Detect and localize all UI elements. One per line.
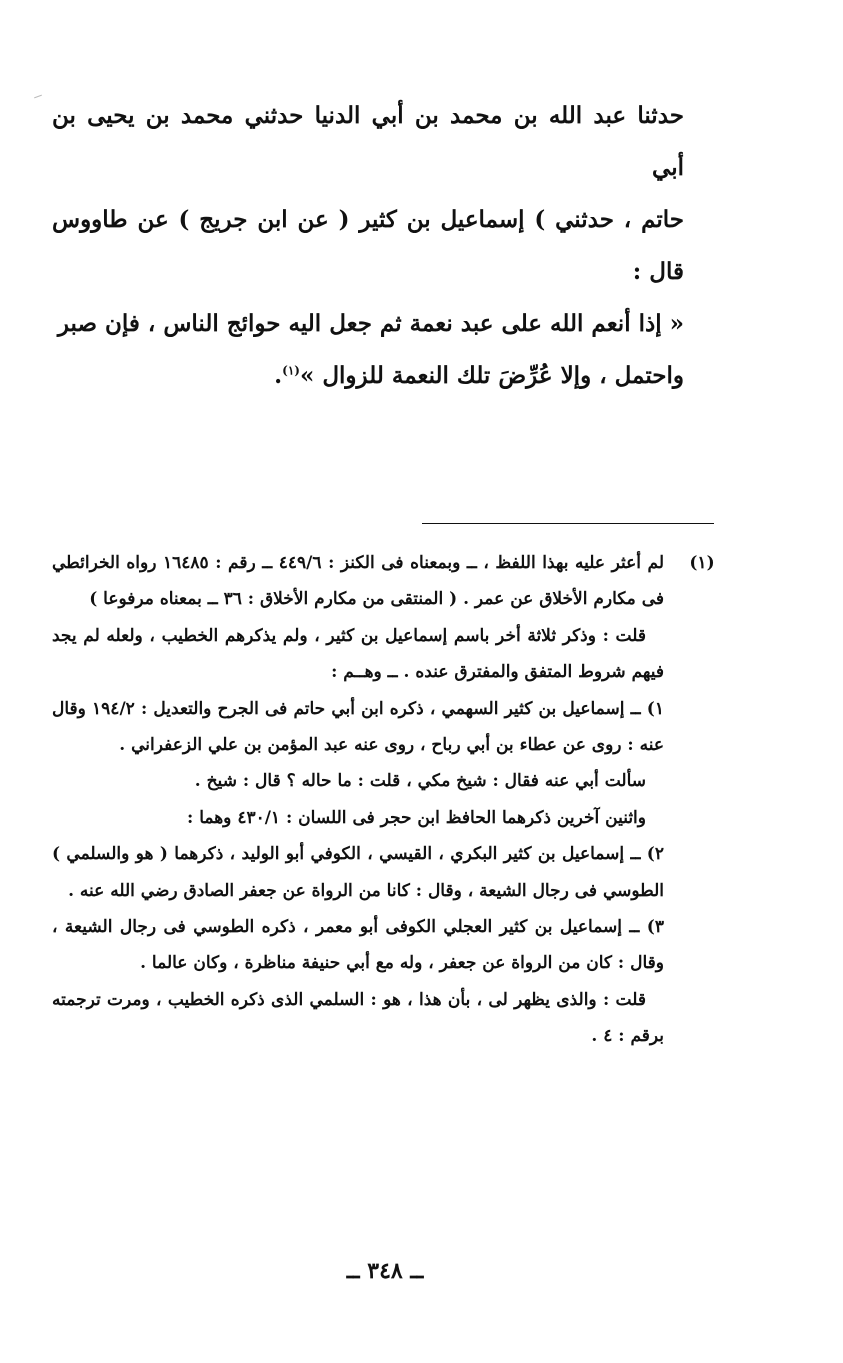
- footnote-paragraph: لم أعثر عليه بهذا اللفظ ، ــ وبمعناه فى الكنز : ٤٤٩/٦ ــ رقم : ١٦٤٨٥ رواه الخرائطي فى مكارم الأخلاق عن عمر . ( المنتقى من مكارم الأخلاق : ٣٦ ــ بمعناه مرفوعا ): [52, 553, 665, 610]
- footnote-paragraph: سألت أبي عنه فقال : شيخ مكي ، قلت : ما حاله ؟ قال : شيخ .: [194, 771, 646, 792]
- footnotes: [52, 545, 664, 1055]
- main-text-line: حدثنا عبد الله بن محمد بن أبي الدنيا حدثني محمد بن يحيى بن أبي: [52, 102, 684, 181]
- footnote-paragraph: ٣) ــ إسماعيل بن كثير العجلي الكوفى أبو معمر ، ذكره الطوسي فى رجال الشيعة ، وقال : كان من الرواة عن جعفر ، وله مع أبي حنيفة مناظرة ، وكان عالما .: [52, 917, 664, 974]
- footnote-paragraph: قلت : والذى يظهر لى ، بأن هذا ، هو : السلمي الذى ذكره الخطيب ، ومرت ترجمته برقم : ٤ .: [52, 989, 664, 1047]
- main-text-line-last: [52, 350, 684, 402]
- footnote-paragraph: قلت : وذكر ثلاثة أخر باسم إسماعيل بن كثير ، ولم يذكرهم الخطيب ، ولعله لم يجد فيهم شروط المتفق والمفترق عنده . ــ وهــم :: [52, 625, 664, 683]
- footnote-paragraph: ١) ــ إسماعيل بن كثير السهمي ، ذكره ابن أبي حاتم فى الجرح والتعديل : ١٩٤/٢ وقال عنه : روى عن عطاء بن أبي رباح ، روى عنه عبد المؤمن بن علي الزعفراني .: [52, 698, 664, 756]
- main-text-line: حاتم ، حدثني ) إسماعيل بن كثير ( عن ابن جريج ) عن طاووس قال :: [52, 206, 684, 285]
- footnote-paragraph: ٢) ــ إسماعيل بن كثير البكري ، القيسي ، الكوفي أبو الوليد ، ذكرهما ( هو والسلمي ) الطوسي فى رجال الشيعة ، وقال : كانا من الرواة عن جعفر الصادق رضي الله عنه .: [52, 844, 664, 901]
- main-text-line: واحتمل ، وإلا عُرِّضَ تلك النعمة للزوال »: [299, 362, 684, 389]
- page-number: ــ ٣٤٨ ــ: [346, 1258, 424, 1284]
- main-text-line: « إذا أنعم الله على عبد نعمة ثم جعل اليه حوائج الناس ، فإن صبر: [57, 310, 684, 337]
- main-text: [52, 90, 684, 402]
- footnote-separator: [422, 523, 714, 524]
- footnote-paragraph: واثنين آخرين ذكرهما الحافظ ابن حجر فى اللسان : ٤٣٠/١ وهما :: [187, 807, 646, 828]
- stray-mark: [34, 95, 42, 99]
- end-punctuation: .: [274, 362, 283, 389]
- footnote-reference[interactable]: (١): [282, 363, 300, 378]
- footnote-number: (١): [689, 553, 715, 573]
